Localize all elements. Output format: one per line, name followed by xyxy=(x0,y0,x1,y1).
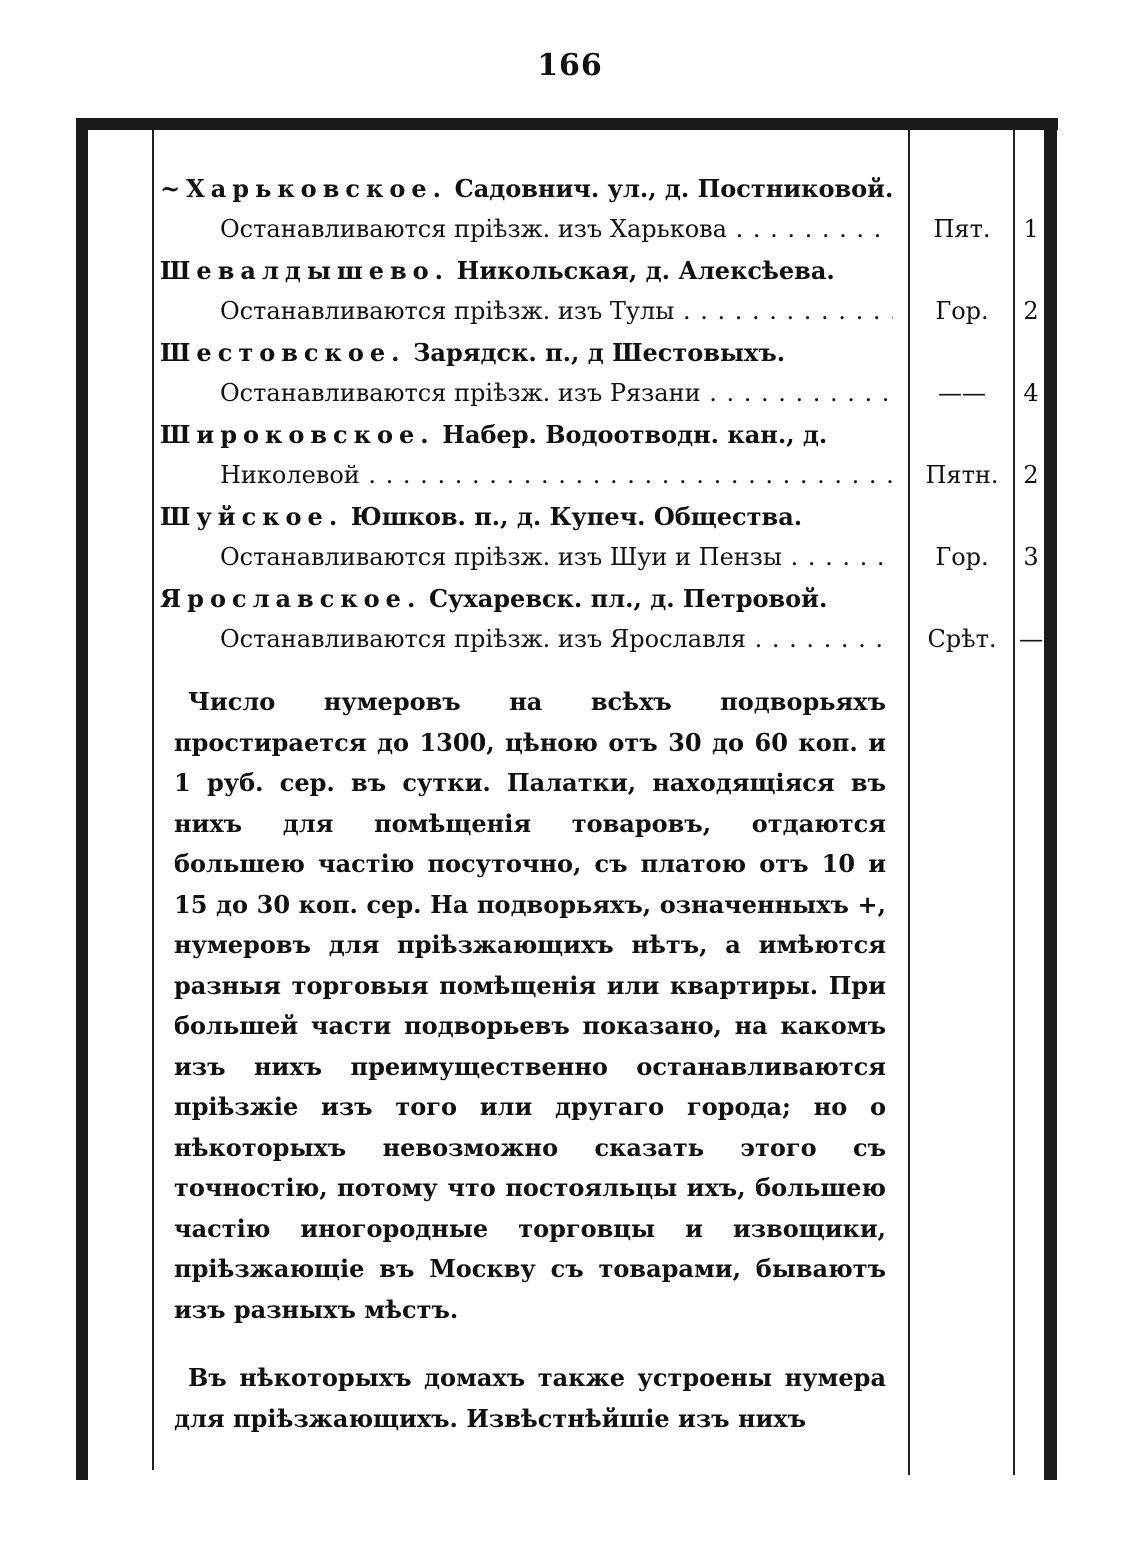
entry-note-line xyxy=(160,373,1040,414)
inn-day: Гор. xyxy=(935,297,989,325)
inn-note: Останавливаются пріѣзж. изъ Шуи и Пензы . . . xyxy=(220,537,893,578)
inn-name: Ярославское. xyxy=(160,584,422,613)
inn-address: Садовнич. ул., д. Постниковой. xyxy=(454,174,893,203)
entry-heading-line xyxy=(160,332,1040,373)
entry-note-line xyxy=(160,619,1043,660)
inn-count: 2 xyxy=(1023,297,1039,325)
inn-day: —— xyxy=(938,379,986,407)
inn-address: Набер. Водоотводн. кан., д. xyxy=(442,420,828,449)
body-paragraph-continued: Въ нѣкоторыхъ домахъ также устроены нумера для пріѣзжающихъ. Извѣстнѣйшіе изъ нихъ xyxy=(174,1363,886,1433)
inn-day: Срѣт. xyxy=(927,625,997,653)
frame-top-border xyxy=(76,118,1058,130)
inn-address: Зарядск. п., д Шестовыхъ. xyxy=(413,338,786,367)
inner-left-rule xyxy=(152,130,154,1470)
inn-name: Шевалдышево. xyxy=(160,256,450,285)
inn-name: Широковское. xyxy=(160,420,435,449)
inn-name: Шестовское. xyxy=(160,338,406,367)
inn-count: 2 xyxy=(1023,461,1039,489)
page-number: 166 xyxy=(537,48,603,83)
entry-heading-line xyxy=(160,496,1040,537)
inn-count: 3 xyxy=(1023,543,1039,571)
entry-note-line xyxy=(160,537,1040,578)
entry-heading-line xyxy=(160,578,1040,619)
inn-day: Пятн. xyxy=(925,461,999,489)
inn-note: Останавливаются пріѣзж. изъ Тулы . . . xyxy=(220,291,893,332)
entry-note-line xyxy=(160,209,1040,250)
frame-left-border xyxy=(76,118,88,1480)
inn-count: — xyxy=(1019,625,1043,653)
inn-note: Николевой . . . xyxy=(220,455,893,496)
inn-day: Пят. xyxy=(933,215,991,243)
entry-heading-line xyxy=(160,414,1040,455)
inn-address: Никольская, д. Алексѣева. xyxy=(456,256,835,285)
entry-note-line xyxy=(160,291,1040,332)
inn-day: Гор. xyxy=(935,543,989,571)
entry-heading-line xyxy=(160,250,1040,291)
inn-name: ~Харьковское. xyxy=(160,174,447,203)
entry-heading-line xyxy=(160,168,1040,209)
inn-address: Юшков. п., д. Купеч. Общества. xyxy=(350,502,803,531)
inn-count: 4 xyxy=(1023,379,1039,407)
inn-address: Сухаревск. пл., д. Петровой. xyxy=(428,584,828,613)
entry-note-line xyxy=(160,455,1040,496)
inn-count: 1 xyxy=(1023,215,1039,243)
inn-note: Останавливаются пріѣзж. изъ Харькова . . . xyxy=(220,209,893,250)
inn-list xyxy=(160,168,1043,660)
inn-name: Шуйское. xyxy=(160,502,344,531)
body-paragraph: Число нумеровъ на всѣхъ подворьяхъ простирается до 1300, цѣною отъ 30 до 60 коп. и 1 руб. сер. въ сутки. Палатки, находящіяся въ нихъ для помѣщенія товаровъ, отдаются большею частію посуточно, съ платою отъ 10 и 15 до 30 коп. сер. На подворьяхъ, означенныхъ +, нумеровъ для пріѣзжающихъ нѣтъ, а имѣются разныя торговыя помѣщенія или квартиры. При большей части подворьевъ показано, на какомъ изъ нихъ преимущественно останавливаются пріѣзжіе изъ того или другаго города; но о нѣкоторыхъ невозможно сказать этого съ точностію, потому что постояльцы ихъ, большею частію иногородные торговцы и извощики, пріѣзжающіе въ Москву съ товарами, бываютъ изъ разныхъ мѣстъ. xyxy=(174,687,886,1324)
inn-note: Останавливаются пріѣзж. изъ Ярославля . . . xyxy=(220,619,893,660)
inn-note: Останавливаются пріѣзж. изъ Рязани . . . xyxy=(220,373,893,414)
